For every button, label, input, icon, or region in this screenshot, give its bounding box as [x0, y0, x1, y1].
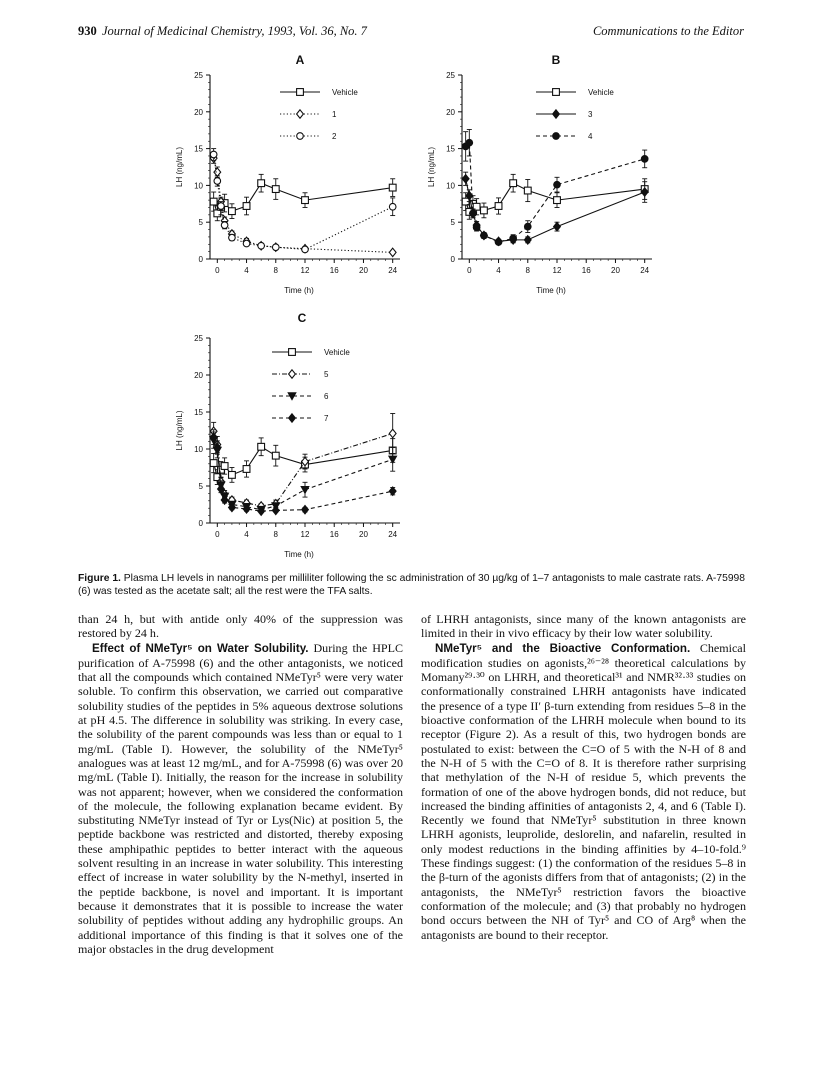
- x-axis-title: Time (h): [536, 286, 566, 295]
- x-axis-title: Time (h): [284, 286, 314, 295]
- data-point: [210, 460, 217, 467]
- data-point: [218, 203, 225, 210]
- data-point: [272, 244, 279, 251]
- y-tick-label: 20: [194, 107, 203, 117]
- x-tick-label: 20: [359, 530, 368, 539]
- x-tick-label: 24: [640, 266, 650, 275]
- legend-label: 7: [324, 414, 329, 423]
- data-point: [554, 197, 561, 204]
- section-heading: Effect of NMeTyr⁵ on Water Solubility.: [92, 641, 309, 655]
- legend-label: 4: [588, 132, 593, 141]
- data-point: [210, 198, 217, 205]
- data-point: [272, 186, 279, 193]
- x-tick-label: 0: [215, 530, 220, 539]
- data-point: [229, 234, 236, 241]
- data-point: [641, 156, 648, 163]
- series-line: [214, 440, 393, 510]
- paragraph-text: During the HPLC purification of A-75998 (6) and the other antagonists, we noticed that all the compounds which contained NMeTyr⁵ were very water soluble. To confirm this observation, we carried out comparative solubility studies of the peptides in 5% aqueous dextrose solutions at pH 4.5. The difference in solubility was striking. In every case, the solubility of the parent compounds was less than or equal to 1 mg/mL (Table I). However, the solubility of the NMeTyr⁵ analogues was at least 12 mg/mL, and for A-75998 (6) was over 20 mg/mL (Table I). Initially, the reason for the increase in solubility was not apparent; however, when we considered the conformation of the molecule, the following explanation became evident. By substituting NMeTyr instead of Tyr or Lys(Nic) at position 5, the peptide backbone was restricted and distorted, thereby exposing these amphipathic peptides to better interact with the aqueous solvent resulting in an increase in water solubility. This interesting effect of increase in water solubility by the N-methyl, inserted in the peptide backbone, is novel and important. It is important because it demonstrates that it is possible to increase the water solubility of peptides without adding any hydrophilic groups. An additional importance of this finding is that it solves one of the major obstacles in the drug development: [78, 640, 403, 956]
- legend-marker: [289, 349, 296, 356]
- data-point: [221, 463, 228, 470]
- y-tick-label: 0: [450, 255, 455, 264]
- data-point: [554, 181, 561, 188]
- y-tick-label: 10: [194, 445, 203, 454]
- legend-label: 2: [332, 132, 337, 141]
- series-5: [210, 413, 396, 510]
- legend-label: Vehicle: [588, 88, 614, 97]
- running-header: [78, 24, 744, 40]
- legend-label: 6: [324, 392, 329, 401]
- figure-caption: [78, 572, 746, 598]
- data-point: [481, 207, 488, 214]
- y-tick-label: 25: [194, 71, 203, 80]
- series-line: [214, 437, 393, 511]
- y-tick-label: 10: [446, 181, 455, 191]
- x-tick-label: 16: [581, 266, 591, 275]
- x-tick-label: 0: [215, 266, 220, 275]
- y-tick-label: 5: [198, 218, 203, 228]
- x-tick-label: 4: [244, 266, 249, 275]
- data-point: [214, 210, 221, 217]
- data-point: [221, 222, 228, 229]
- data-point: [301, 487, 309, 494]
- data-point: [258, 443, 265, 450]
- paragraph-text: Chemical modification studies on agonists,²⁶⁻²⁸ theoretical calculations by Momany²⁹·³⁰ on LHRH, and theoretical³¹ and NMR³²·³³ studies on conformationally constrained LHRH antagonists have indicated the presence of a type II′ β-turn extending from residues 5–8 in the bioactive conformation of the LHRH molecule when bound to its receptor (Figure 2). As a result of this, two hydrogen bonds are postulated to exist: between the C=O of 5 with the N-H of 8 and the N-H of 5 with the C=O of 8. It is therefore rather surprising that methylation of the N-H of residue 5, which prevents the formation of one of the above hydrogen bonds, did not reduce, but increased the binding affinities of antagonists 2, 4, and 6 (Table I). Recently we found that NMeTyr⁵ substitution in three known LHRH agonists, leuprolide, deslorelin, and nafarelin, resulted in only modest reductions in the binding affinities by 4–10-fold.⁹ These findings suggest: (1) the conformation of the residues 5–8 in the β-turn of the agonists differs from that of antagonists; (2) in the antagonists, the NMeTyr⁵ restriction favors the bioactive conformation of the molecule; and (3) that probably no hydrogen bond occurs between the NH of Tyr⁵ and CO of Arg⁸ when the antagonists are bound to their receptor.: [421, 640, 746, 942]
- legend-label: 1: [332, 110, 337, 119]
- data-point: [554, 222, 561, 230]
- legend-marker: [289, 414, 296, 422]
- y-tick-label: 20: [446, 107, 455, 117]
- legend-label: Vehicle: [332, 88, 358, 97]
- legend-marker: [553, 89, 560, 96]
- panel-label: B: [551, 53, 561, 67]
- x-tick-label: 16: [329, 266, 339, 275]
- y-tick-label: 15: [446, 144, 455, 154]
- data-point: [481, 232, 488, 239]
- data-point: [473, 224, 480, 231]
- chart-panel-c: [168, 308, 416, 570]
- legend-label: 3: [588, 110, 593, 119]
- data-point: [389, 184, 396, 191]
- body-column-right: [421, 612, 746, 942]
- x-tick-label: 12: [300, 266, 310, 275]
- series-vehicle: [462, 174, 648, 219]
- x-axis-title: Time (h): [284, 550, 314, 559]
- figure-caption-label: Figure 1.: [78, 573, 121, 584]
- body-column-left: [78, 612, 403, 956]
- y-tick-label: 10: [194, 181, 203, 191]
- legend-label: Vehicle: [324, 348, 350, 357]
- data-point: [389, 248, 396, 256]
- data-point: [524, 223, 531, 230]
- legend-marker: [297, 89, 304, 96]
- data-point: [389, 203, 396, 210]
- data-point: [258, 242, 265, 249]
- data-point: [214, 168, 221, 176]
- data-point: [462, 175, 469, 183]
- x-tick-label: 24: [388, 530, 398, 539]
- data-point: [302, 246, 309, 253]
- panel-label: C: [297, 311, 307, 325]
- journal-citation: Journal of Medicinal Chemistry, 1993, Vol. 36, No. 7: [102, 24, 367, 38]
- x-tick-label: 8: [273, 530, 278, 539]
- data-point: [243, 203, 250, 210]
- y-tick-label: 25: [194, 334, 203, 343]
- data-point: [466, 139, 473, 146]
- y-axis-title: LH (ng/mL): [175, 146, 184, 188]
- data-point: [510, 235, 517, 242]
- figure-caption-text: Plasma LH levels in nanograms per milliliter following the sc administration of 30 µg/kg of 1–7 antagonists to male castrate rats. A-75998 (6) was tested as the acetate salt; all the rest were the TFA salts.: [78, 573, 745, 597]
- data-point: [214, 178, 221, 185]
- data-point: [495, 239, 502, 246]
- data-point: [510, 180, 517, 187]
- x-tick-label: 12: [300, 530, 310, 539]
- legend-marker: [297, 110, 304, 118]
- x-tick-label: 4: [244, 530, 249, 539]
- data-point: [302, 197, 309, 204]
- data-point: [243, 466, 250, 473]
- y-tick-label: 15: [194, 144, 203, 154]
- paragraph: than 24 h, but with antide only 40% of the suppression was restored by 24 h.: [78, 612, 403, 641]
- data-point: [229, 208, 236, 215]
- x-tick-label: 20: [359, 266, 368, 275]
- y-tick-label: 5: [450, 218, 455, 228]
- y-tick-label: 0: [198, 255, 203, 264]
- x-tick-label: 24: [388, 266, 398, 275]
- y-tick-label: 25: [446, 71, 455, 80]
- x-tick-label: 0: [467, 266, 472, 275]
- x-tick-label: 8: [525, 266, 530, 275]
- data-point: [243, 240, 250, 247]
- legend-marker: [553, 133, 560, 140]
- section-heading: NMeTyr⁵ and the Bioactive Conformation.: [435, 641, 691, 655]
- data-point: [495, 203, 502, 210]
- series-1: [210, 153, 396, 257]
- y-tick-label: 5: [198, 482, 203, 491]
- data-point: [272, 452, 279, 459]
- y-axis-title: LH (ng/mL): [427, 146, 436, 188]
- series-line: [214, 158, 393, 252]
- data-point: [470, 210, 477, 217]
- data-point: [389, 456, 397, 463]
- legend-marker: [553, 110, 560, 118]
- x-tick-label: 4: [496, 266, 501, 275]
- series-vehicle: [210, 174, 396, 220]
- panel-label: A: [295, 53, 305, 67]
- x-tick-label: 16: [329, 530, 339, 539]
- data-point: [210, 151, 217, 158]
- legend-marker: [297, 133, 304, 140]
- paragraph: [421, 641, 746, 942]
- y-tick-label: 0: [198, 519, 203, 528]
- data-point: [258, 180, 265, 187]
- page-number: 930: [78, 24, 97, 38]
- legend-marker: [289, 370, 296, 378]
- x-tick-label: 20: [611, 266, 620, 275]
- chart-panel-a: [168, 54, 416, 314]
- data-point: [302, 505, 309, 513]
- y-tick-label: 15: [194, 408, 203, 417]
- paragraph: [78, 641, 403, 957]
- data-point: [524, 187, 531, 194]
- y-axis-title: LH (ng/mL): [175, 410, 184, 451]
- data-point: [389, 429, 396, 437]
- section-title: Communications to the Editor: [592, 24, 744, 38]
- x-tick-label: 8: [273, 266, 278, 275]
- x-tick-label: 12: [552, 266, 562, 275]
- paragraph: of LHRH antagonists, since many of the known antagonists are limited in their in vivo efficacy by their low water solubility.: [421, 612, 746, 641]
- data-point: [229, 472, 236, 479]
- y-tick-label: 20: [194, 371, 203, 380]
- chart-panel-b: [420, 54, 668, 314]
- legend-label: 5: [324, 370, 329, 379]
- data-point: [389, 487, 396, 495]
